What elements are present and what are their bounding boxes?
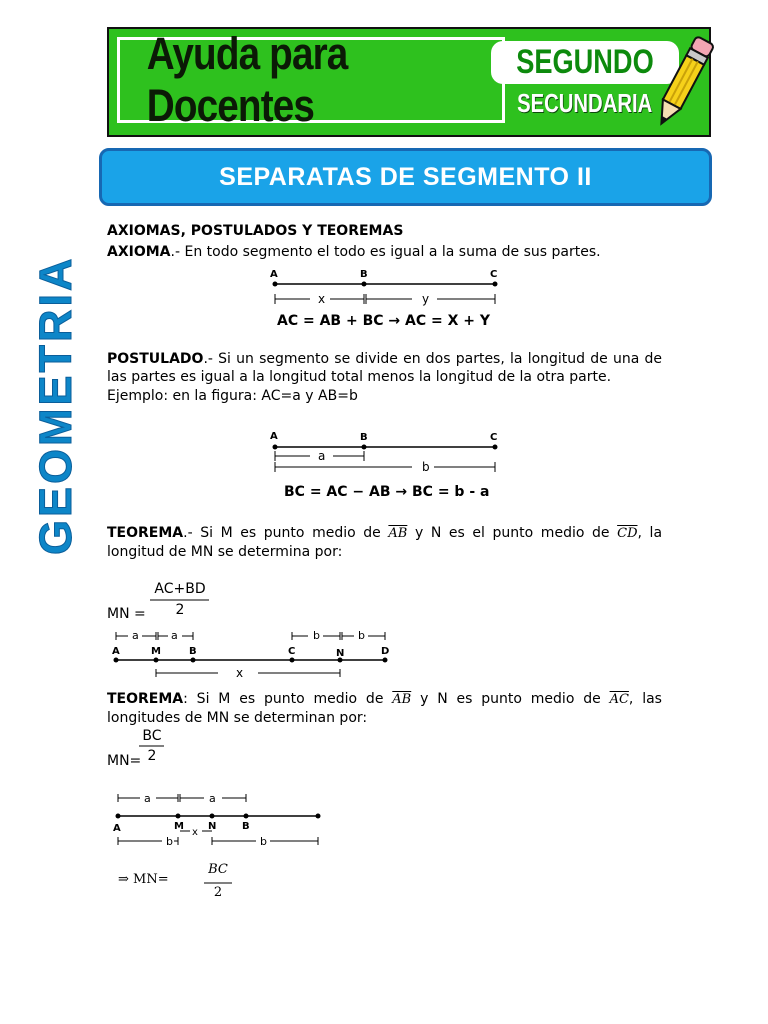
section-heading: AXIOMAS, POSTULADOS Y TEOREMAS xyxy=(107,223,404,239)
t1-point-b: B xyxy=(189,646,197,657)
segment-cd: $\overline{CD}$ xyxy=(617,526,638,541)
t1-point-a: A xyxy=(112,646,120,657)
postulado-part-a: a xyxy=(318,449,326,463)
axioma-text: .- En todo segmento el todo es igual a la suma de sus partes. xyxy=(170,244,601,260)
t1-point-n: N xyxy=(336,648,345,659)
teorema2-label: TEOREMA xyxy=(107,691,184,707)
t2-result-mn: ⇒ MN= xyxy=(118,872,169,887)
t2-numerator: BC xyxy=(142,728,162,744)
postulado-label: POSTULADO xyxy=(107,351,204,367)
t1-point-m: M xyxy=(151,646,161,657)
segment-ab-2: $\overline{AB}$ xyxy=(392,692,412,707)
teorema1-text-2: y N es el punto medio de xyxy=(414,525,610,541)
postulado-point-a: A xyxy=(270,431,278,442)
teorema1-paragraph xyxy=(107,524,662,561)
page-title: SEPARATAS DE SEGMENTO II xyxy=(219,162,592,191)
t2-point-b: B xyxy=(242,821,250,832)
t1-numerator: AC+BD xyxy=(154,581,206,597)
axioma-point-b: B xyxy=(360,269,368,280)
postulado-example: Ejemplo: en la figura: AC=a y AB=b xyxy=(107,388,358,404)
side-title: GEOMETRIA xyxy=(30,255,81,555)
t1-part-a2: a xyxy=(171,629,178,642)
axioma-point-a: A xyxy=(270,269,278,280)
postulado-part-b: b xyxy=(422,460,430,474)
t2-mn-label: MN= xyxy=(107,753,142,769)
teorema1-label: TEOREMA xyxy=(107,525,184,541)
teorema2-text-2: y N es punto medio de xyxy=(420,691,601,707)
t1-part-x: x xyxy=(236,666,244,680)
axioma-part-x: x xyxy=(318,292,326,306)
postulado-formula: BC = AC − AB → BC = b - a xyxy=(284,484,490,500)
teorema1-text-3: , la longitud de MN se determina por: xyxy=(107,525,663,560)
t2-result-numerator: BC xyxy=(208,862,228,877)
postulado-paragraph xyxy=(107,350,662,386)
postulado-point-b: B xyxy=(360,432,368,443)
t2-part-b1: b xyxy=(166,835,173,848)
t2-part-x: x xyxy=(192,827,198,838)
t2-part-a1: a xyxy=(144,792,151,805)
t2-result-denominator: 2 xyxy=(213,885,223,900)
axioma-label: AXIOMA xyxy=(107,244,171,260)
t2-part-a2: a xyxy=(209,792,216,805)
t1-part-b1: b xyxy=(313,629,320,642)
t2-point-n: N xyxy=(208,821,217,832)
axioma-formula: AC = AB + BC → AC = X + Y xyxy=(277,313,490,329)
grade-label: SEGUNDO xyxy=(516,43,654,81)
t1-part-a1: a xyxy=(132,629,139,642)
level-label: SECUNDARIA xyxy=(517,88,653,118)
t1-point-d: D xyxy=(381,646,390,657)
axioma-point-c: C xyxy=(490,269,498,280)
axioma-part-y: y xyxy=(422,292,430,306)
postulado-text: .- Si un segmento se divide en dos partes, la longitud de una de las partes es igual a la longitud total menos la longitud de la otra parte. xyxy=(107,351,662,385)
t2-denominator: 2 xyxy=(147,748,157,764)
segment-ac: $\overline{AC}$ xyxy=(609,692,629,707)
t2-point-m: M xyxy=(174,821,184,832)
t1-point-c: C xyxy=(288,646,296,657)
postulado-point-c: C xyxy=(490,432,498,443)
teorema2-text-1: : Si M es punto medio de xyxy=(183,691,384,707)
banner-title: Ayuda para Docentes xyxy=(146,28,348,131)
t1-mn-label: MN = xyxy=(107,606,146,622)
t2-part-b2: b xyxy=(260,835,267,848)
teorema1-text-1: .- Si M es punto medio de xyxy=(183,525,381,541)
t1-part-b2: b xyxy=(358,629,365,642)
segment-ab: $\overline{AB}$ xyxy=(388,526,408,541)
t2-point-a: A xyxy=(113,823,121,834)
teorema2-text-3: , las longitudes de MN se determinan por: xyxy=(107,691,662,726)
t1-denominator: 2 xyxy=(175,602,185,618)
teorema2-paragraph xyxy=(107,690,662,727)
